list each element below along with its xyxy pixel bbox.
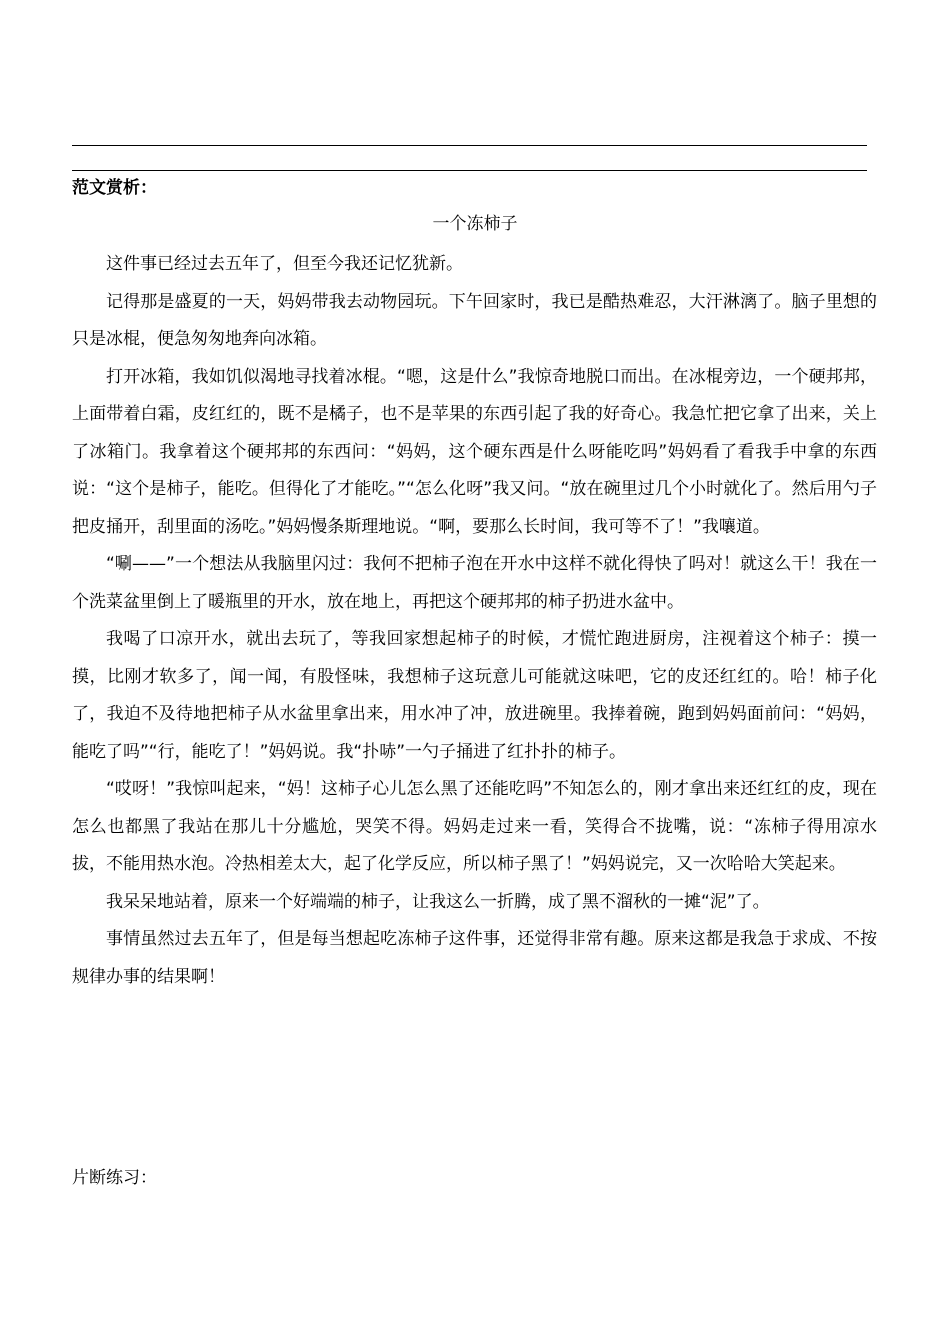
essay-title: 一个冻柿子 [432,214,518,234]
essay-paragraph: 我呆呆地站着，原来一个好端端的柿子，让我这么一折腾，成了黑不溜秋的一摊“泥”了。 [106,891,770,912]
writing-line-2 [72,170,867,171]
essay-paragraph: “哎呀！”我惊叫起来，“妈！这柿子心儿怎么黑了还能吃吗”不知怎么的，刚才拿出来还红红的皮，现在怎么也都黑了我站在那儿十分尴尬，哭笑不得。妈妈走过来一看，笑得合不拢嘴，说：“冻柿子得用凉水拔，不能用热水泡。冷热相差太大，起了化学反应，所以柿子黑了！”妈妈说完，又一次哈哈大笑起来。 [72,779,877,874]
essay-paragraph: “唰——”一个想法从我脑里闪过：我何不把柿子泡在开水中这样不就化得快了吗对！就这么干！我在一个洗菜盆里倒上了暖瓶里的开水，放在地上，再把这个硬邦邦的柿子扔进水盆中。 [72,554,877,612]
essay-paragraph: 事情虽然过去五年了，但是每当想起吃冻柿子这件事，还觉得非常有趣。原来这都是我急于求成、不按规律办事的结果啊！ [72,929,877,987]
section-heading: 范文赏析： [72,178,157,198]
practice-heading: 片断练习： [72,1168,157,1188]
essay-paragraph: 这件事已经过去五年了，但至今我还记忆犹新。 [106,254,463,274]
writing-line-1 [72,145,867,146]
essay-paragraph: 打开冰箱，我如饥似渴地寻找着冰棍。“嗯，这是什么”我惊奇地脱口而出。在冰棍旁边，一个硬邦邦，上面带着白霜，皮红红的，既不是橘子，也不是苹果的东西引起了我的好奇心。我急忙把它拿了出来，关上了冰箱门。我拿着这个硬邦邦的东西问：“妈妈，这个硬东西是什么呀能吃吗”妈妈看了看我手中拿的东西说：“这个是柿子，能吃。但得化了才能吃。”“怎么化呀”我又问。“放在碗里过几个小时就化了。然后用勺子把皮捅开，刮里面的汤吃。”妈妈慢条斯理地说。“啊，要那么长时间，我可等不了！”我嚷道。 [72,366,877,537]
essay-paragraph: 我喝了口凉开水，就出去玩了，等我回家想起柿子的时候，才慌忙跑进厨房，注视着这个柿子：摸一摸，比刚才软多了，闻一闻，有股怪味，我想柿子这玩意儿可能就这味吧，它的皮还红红的。哈！柿子化了，我迫不及待地把柿子从水盆里拿出来，用水冲了冲，放进碗里。我捧着碗，跑到妈妈面前问：“妈妈，能吃了吗”“行，能吃了！”妈妈说。我“扑哧”一勺子捅进了红扑扑的柿子。 [72,629,877,762]
essay-paragraph: 记得那是盛夏的一天，妈妈带我去动物园玩。下午回家时，我已是酷热难忍，大汗淋漓了。脑子里想的只是冰棍，便急匆匆地奔向冰箱。 [72,291,877,349]
essay-body [72,246,877,996]
